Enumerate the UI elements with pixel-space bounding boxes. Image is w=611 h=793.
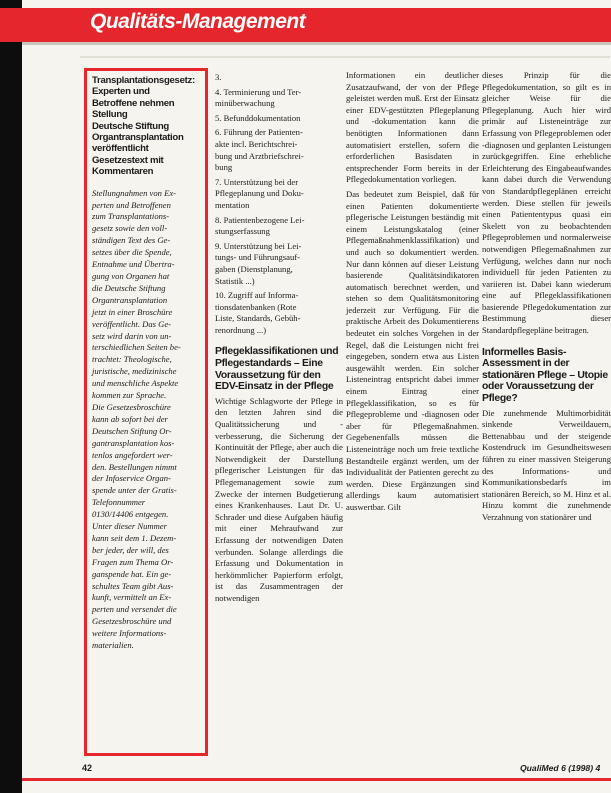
body-line: Entnahme und Übertra- <box>92 259 175 270</box>
body-line: perten und Betroffenen <box>92 199 171 210</box>
body-line: trachtet: Theologische, <box>92 354 172 365</box>
page-number: 42 <box>82 763 93 773</box>
sidebar-headline <box>92 75 201 178</box>
body-line: Die Gesetzesbroschüre <box>92 401 171 412</box>
scan-mark <box>80 56 610 58</box>
sidebar-news-box <box>84 68 208 756</box>
body-paragraph: 7. Unterstützung bei der Pflegeplanung und Doku- mentation <box>215 176 304 210</box>
headline-line: Organtransplantation <box>92 132 184 144</box>
body-line: Deutschen Stiftung Or- <box>92 425 172 436</box>
body-line: gantransplantation kos- <box>92 437 175 448</box>
body-line: ganspende hat. Ein ge- <box>92 568 172 579</box>
body-paragraph: Informationen ein deutlicher Zusatzaufwand, der von der Pflege geleistet werden muß. Erst der Einsatz einer EDV-gestützten Pflegeplanung und -dokumentation kann die benötigten Informationen dann automatisiert erstellen, sofern die erforderlichen Basisdaten in entsprechender Form bereits in der Pflegedokumentation vorliegen. <box>346 70 479 185</box>
footer-rule <box>22 778 611 781</box>
body-line: die Deutsche Stiftung <box>92 282 166 293</box>
body-line: Stellungnahmen von Ex- <box>92 187 177 198</box>
headline-line: Deutsche Stiftung <box>92 120 169 132</box>
body-line: der Infoservice Organ- <box>92 473 171 484</box>
subheading: Pflegeklassifikationen und Pflegestandards – Eine Voraussetzung für den EDV-Einsatz in der Pflege <box>215 346 339 393</box>
body-line: materialien. <box>92 640 134 651</box>
body-paragraph: Wichtige Schlagworte der Pflege in den letzten Jahren sind die Qualitätssicherung und -verbesserung, die Sicherung der Kontinuität der Pflege, aber auch die Notwendigkeit der Darstellung pflegerischer Leistungen für das Pflegemanagement sowie zum Zwecke der internen Budgetierung eines Krankenhauses. Laut Dr. U. Schrader und diese Aufgaben häufig mit einer Mehraufwand zur Erfassung der notwendigen Daten verbunden. Solange allerdings die Erfassung und Dokumentation in herkömmlicher Papierform erfolgt, ist das Zusammentragen der notwendigen <box>215 395 343 603</box>
body-paragraph: Das bedeutet zum Beispiel, daß für einen Patienten dokumentierte pflegerische Leistungen beständig mit einem Leistungskatalog (einer Pflegemaßnahmenklassifikation) und und auch so dokumentiert werden. Nur dann können auf dieser Leistung basierende Qualitätsindikatoren automatisch berechnet werden, und stehen so dem Qualitätsmonitoring jederzeit zur Verfügung. Für die praktische Arbeit des Dokumentierens bedeutet ein solches Vorgehen in der Regel, daß die Leistungen nicht frei eingegeben, sondern etwa aus Listen ausgewählt werden. Ein solcher Listeneintrag entspricht dabei immer einem Eintrag einer Pflegeklassifikation, so es für Pflegeprobleme und -diagnosen oder aber für Pflegemaßnahmen. Gegebenenfalls müssen die Listeneinträge noch um freie textliche Bestandteile ergänzt werden, um der Individualität der Patienten gerecht zu werden. Diese Ergänzungen sind allerdings kaum automatisiert auswertbar. Gilt <box>346 188 479 512</box>
body-line: jetzt in einer Broschüre <box>92 306 173 317</box>
body-line: Unter dieser Nummer <box>92 521 167 532</box>
body-line: ber jeder, der will, des <box>92 544 169 555</box>
body-line: setz wird darin von un- <box>92 330 172 341</box>
body-line: zum Transplantations- <box>92 211 170 222</box>
body-line: setzes über die Spende, <box>92 247 172 258</box>
body-paragraph: 3. <box>215 72 222 82</box>
header-divider <box>22 42 611 45</box>
body-line: gesetz sowie den voll- <box>92 223 168 234</box>
body-paragraph: dieses Prinzip für die Pflegedokumentation, so gilt es in gleicher Weise für die Pflegeplanung. Auch hier wird primär auf Listeneinträge zur Erfassung von Pflegeproblemen oder -diagnosen und geplanten Leistungen zurückgegriffen. Eine erhebliche Erleichterung des Eingabeaufwandes kann dabei durch die Verwendung von Standardpflegeplänen erreicht werden. Diese stellen für jeweils einen Patiententypus quasi ein Skelett von zu beobachtenden Pflegeproblemen und normalerweise notwendigen Pflegemaßnahmen zur Verfügung, welches dann nur noch individuell für jeden Patienten zu variieren ist. Dabei kann wiederum eine auf Pflegeklassifikationen basierende Pflegedokumentation zur Bestimmung dieser Standardpflegepläne beitragen. <box>482 70 611 336</box>
body-paragraph: 5. Befunddokumentation <box>215 112 301 123</box>
body-line: weitere Informations- <box>92 628 167 639</box>
body-line: schultes Team gibt Aus- <box>92 580 174 591</box>
body-paragraph: 9. Unterstützung bei Lei- tungs- und Führungsauf- gaben (Dienstplanung, Statistik ...) <box>215 240 302 286</box>
body-line: tenlos angefordert wer- <box>92 449 173 460</box>
body-line: juristische, medizinische <box>92 366 177 377</box>
article-column-3 <box>346 70 479 514</box>
article-column-4 <box>482 70 611 524</box>
journal-citation: QualiMed 6 (1998) 4 <box>520 763 601 773</box>
body-line: den. Bestellungen nimmt <box>92 461 177 472</box>
subheading: Informelles Basis-Assessment in der stationären Pflege – Utopie oder Voraussetzung der Pflege? <box>482 346 608 405</box>
headline-line: veröffentlicht <box>92 143 149 155</box>
page-binding-edge <box>0 0 22 793</box>
body-line: ständigen Text des Ge- <box>92 235 171 246</box>
body-line: und menschliche Aspekte <box>92 378 179 389</box>
body-line: spende unter der Gratis- <box>92 485 177 496</box>
body-line: 0130/14406 entgegen. <box>92 509 169 520</box>
body-line: Fragen zum Thema Or- <box>92 556 174 567</box>
body-line: kommen zur Sprache. <box>92 390 167 401</box>
body-line: Gesetzesbroschüre und <box>92 616 172 627</box>
body-line: kunft, vermittelt an Ex- <box>92 592 172 603</box>
headline-line: Kommentaren <box>92 166 154 178</box>
body-line: Telefonnummer <box>92 497 146 508</box>
body-paragraph: 10. Zugriff auf Informa- tionsdatenbanken (Rote Liste, Standards, Gebüh- renordnung ...) <box>215 290 301 335</box>
body-line: veröffentlicht. Das Ge- <box>92 318 171 329</box>
headline-line: Gesetzestext mit <box>92 154 164 166</box>
body-paragraph: Die zunehmende Multimorbidität sinkende Verweildauern, Bettenabbau und der steigende Kostendruck im Gesundheitswesen führen zu einer massiven Steigerung des Informations- und Kommunikationsbedarfs im stationären Bereich, so M. Hinz et al. Hinzu kommt die zunehmende Verzahnung von stationärer und <box>482 407 611 522</box>
body-line: kann seit dem 1. Dezem- <box>92 532 177 543</box>
section-title: Qualitäts-Management <box>90 10 306 33</box>
headline-line: Stellung <box>92 109 128 121</box>
body-line: terschiedlichen Seiten be- <box>92 342 181 353</box>
body-paragraph: 8. Patientenbezogene Lei- stungserfassung <box>215 214 305 237</box>
body-line: Organtransplantation <box>92 294 168 305</box>
article-column-2 <box>215 72 343 605</box>
headline-line: Transplantationsgesetz: <box>92 75 195 86</box>
body-paragraph: 6. Führung der Patienten- akte incl. Berichtschrei- bung und Arztbriefschrei- bung <box>215 127 304 173</box>
sidebar-body <box>92 188 201 652</box>
body-line: gung von Organen hat <box>92 271 170 281</box>
body-line: perten und versendet die <box>92 604 177 615</box>
body-paragraph: 4. Terminierung und Ter- minüberwachung <box>215 86 302 109</box>
headline-line: Experten und <box>92 86 150 98</box>
body-line: kann ab sofort bei der <box>92 413 168 424</box>
headline-line: Betroffene nehmen <box>92 97 175 109</box>
